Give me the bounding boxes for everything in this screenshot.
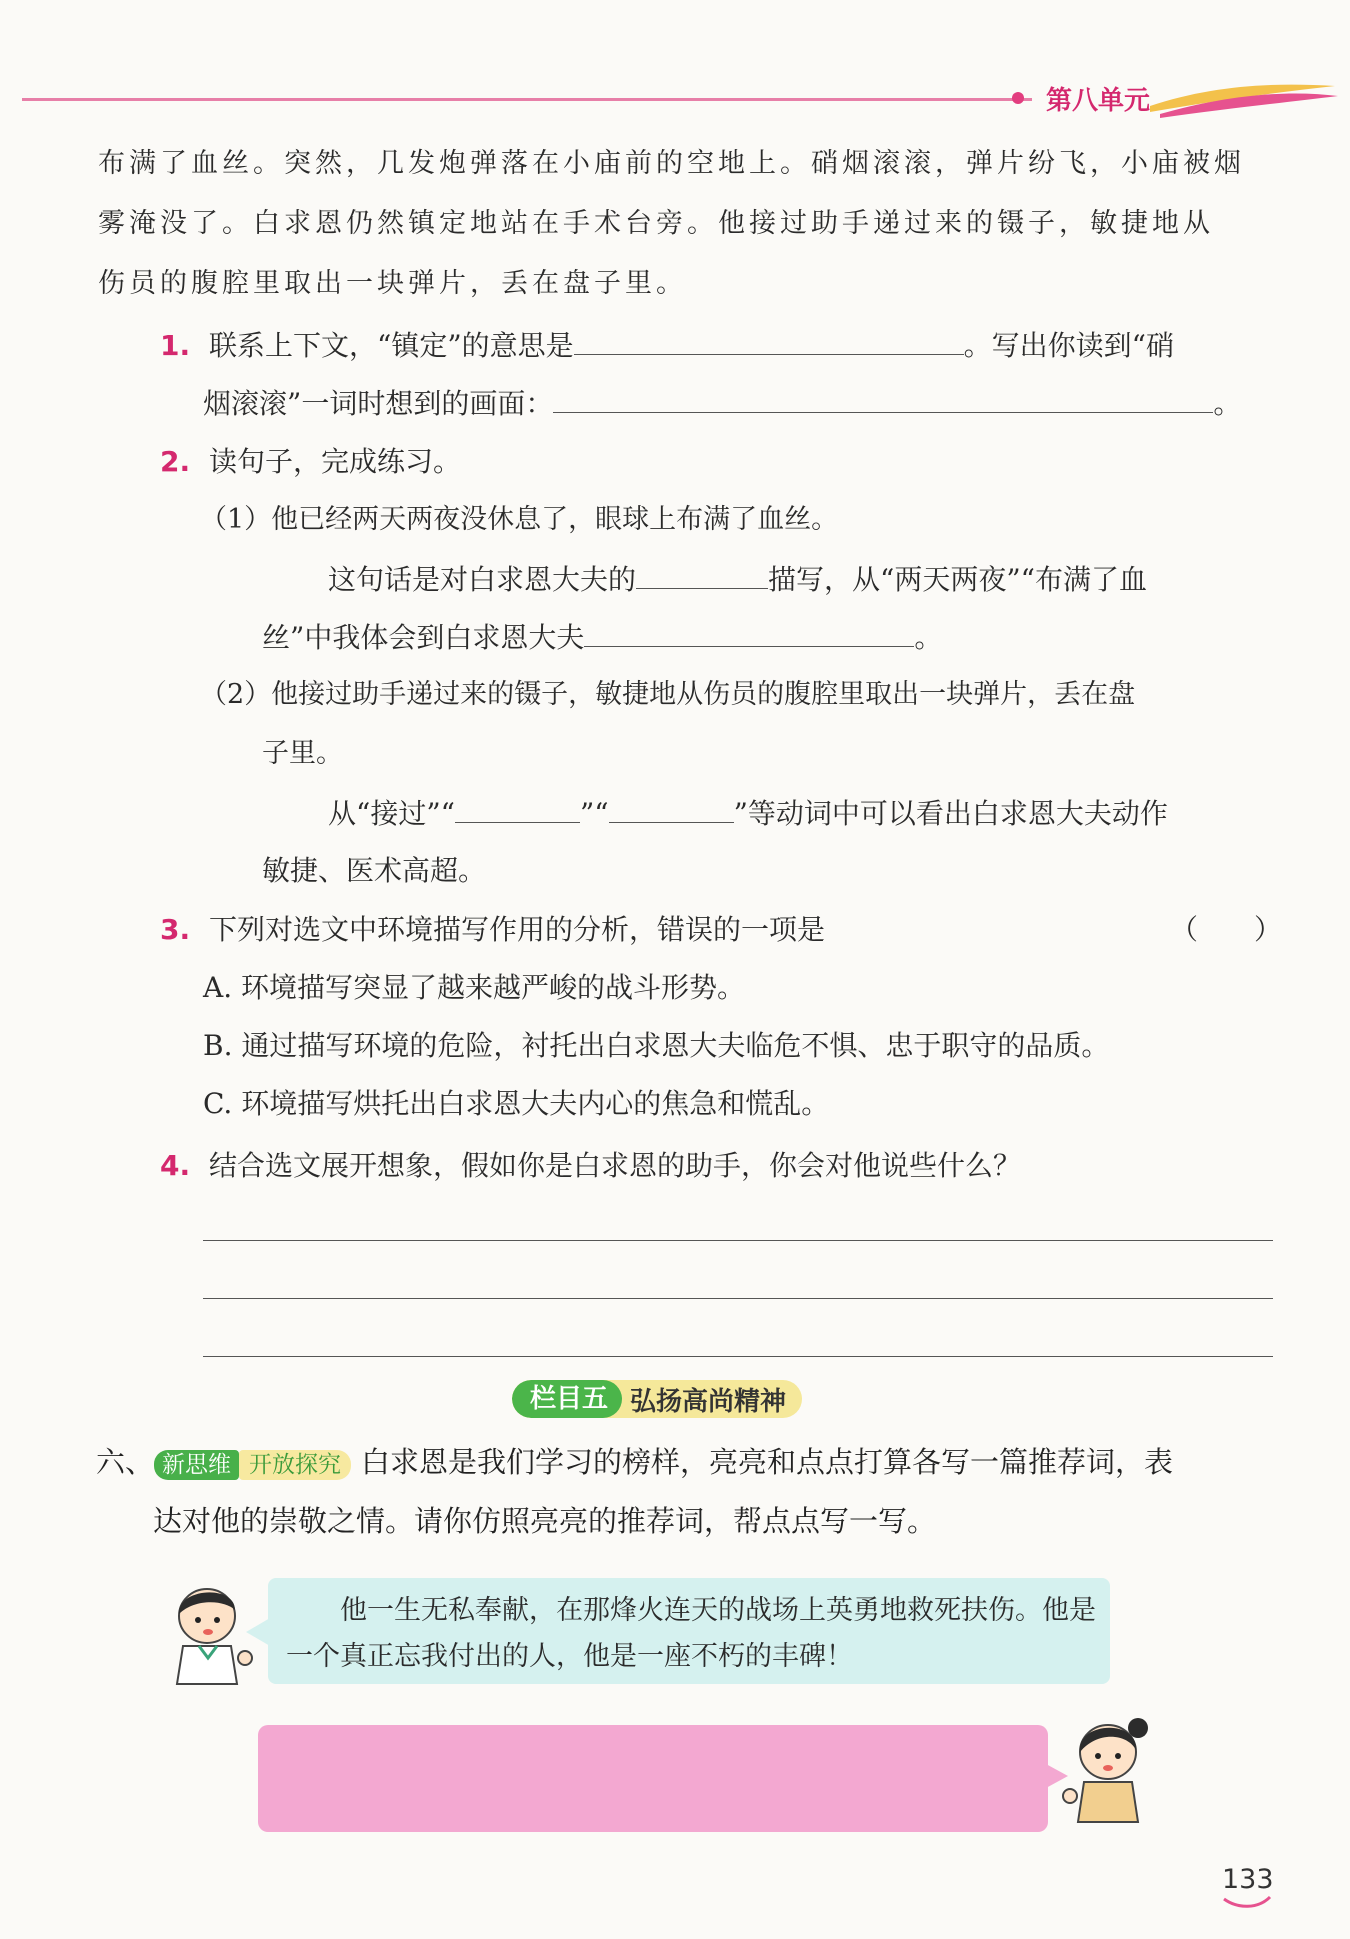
sentence-1-task-cont (262, 616, 942, 658)
answer-blank[interactable] (553, 382, 1213, 413)
question-text: 烟滚滚”一词时想到的画面： (203, 387, 554, 420)
new-thinking-badge: 新思维 (154, 1450, 239, 1480)
question-text: 。 (1213, 387, 1242, 420)
reading-passage (98, 134, 1273, 314)
open-explore-badge: 开放探究 (239, 1450, 351, 1480)
question-number: 4. (160, 1149, 191, 1182)
section-tag (512, 1380, 802, 1418)
question-text: 下列对选文中环境描写作用的分析，错误的一项是 (209, 913, 826, 946)
question-text: ”“ (579, 797, 609, 830)
sentence-2-task-cont: 敏捷、医术高超。 (262, 854, 487, 887)
question-text: 描写，从“两天两夜”“布满了血 (768, 563, 1147, 596)
sentence-1: （1）他已经两天两夜没休息了，眼球上布满了血丝。 (200, 504, 839, 535)
page-swoosh-icon (1222, 1895, 1272, 1909)
option-b[interactable]: B. 通过描写环境的危险，衬托出白求恩大夫临危不惧、忠于职守的品质。 (203, 1029, 1110, 1062)
option-c[interactable]: C. 环境描写烘托出白求恩大夫内心的焦急和慌乱。 (203, 1087, 830, 1120)
answer-bracket[interactable]: （ ） (1170, 913, 1283, 946)
question-text: 结合选文展开想象，假如你是白求恩的助手，你会对他说些什么？ (209, 1149, 1022, 1182)
section-label: 栏目五 (512, 1380, 622, 1418)
girl-avatar (1058, 1712, 1158, 1824)
unit-title: 第八单元 (1046, 86, 1151, 116)
question-number: 1. (160, 329, 191, 362)
answer-blank[interactable] (584, 616, 914, 647)
question-number: 2. (160, 445, 191, 478)
sentence-2: （2）他接过助手递过来的镊子，敏捷地从伤员的腹腔里取出一块弹片，丢在盘 (200, 679, 1136, 710)
answer-blank[interactable] (609, 792, 734, 823)
question-text: 这句话是对白求恩大夫的 (328, 563, 637, 596)
sentence-2-cont: 子里。 (262, 738, 343, 769)
question-text: 丝”中我体会到白求恩大夫 (262, 621, 585, 654)
question-text: 读句子，完成练习。 (209, 445, 462, 478)
writing-line[interactable] (203, 1298, 1273, 1299)
sentence-2-task (328, 792, 1168, 834)
answer-blank[interactable] (455, 792, 580, 823)
sentence-1-task (328, 558, 1147, 600)
question-3 (160, 910, 825, 950)
question-text: ”等动词中可以看出白求恩大夫动作 (733, 797, 1168, 830)
question-number: 3. (160, 913, 191, 946)
answer-blank[interactable] (636, 558, 768, 589)
task-text: 白求恩是我们学习的榜样，亮亮和点点打算各写一篇推荐词，表 (361, 1445, 1174, 1479)
header-ribbon-icon (1150, 78, 1340, 118)
passage-line: 伤员的腹腔里取出一块弹片，丢在盘子里。 (98, 268, 687, 299)
passage-line: 布满了血丝。突然，几发炮弹落在小庙前的空地上。硝烟滚滚，弹片纷飞，小庙被烟 (98, 148, 1245, 179)
question-1 (160, 324, 1174, 366)
question-2 (160, 442, 461, 482)
task-6-cont: 达对他的崇敬之情。请你仿照亮亮的推荐词，帮点点写一写。 (153, 1504, 937, 1538)
question-text: 从“接过”“ (328, 797, 455, 830)
boy-avatar (165, 1580, 255, 1688)
answer-speech-bubble[interactable] (258, 1725, 1048, 1832)
header-dot-icon (1012, 92, 1024, 104)
question-text: 。写出你读到“硝 (963, 329, 1174, 362)
answer-blank[interactable] (574, 324, 964, 355)
question-text: 。 (914, 621, 943, 654)
question-4 (160, 1146, 1021, 1186)
page-number: 133 (1222, 1864, 1274, 1895)
question-text: 联系上下文，“镇定”的意思是 (209, 329, 574, 362)
header-rule (22, 98, 1032, 101)
writing-line[interactable] (203, 1356, 1273, 1357)
speech-tail (246, 1618, 270, 1646)
task-number: 六、 (96, 1445, 155, 1479)
section-title: 弘扬高尚精神 (630, 1386, 787, 1417)
passage-line: 雾淹没了。白求恩仍然镇定地站在手术台旁。他接过助手递过来的镊子，敏捷地从 (98, 208, 1214, 239)
example-recommendation: 他一生无私奉献，在那烽火连天的战场上英勇地救死扶伤。他是一个真正忘我付出的人，他是一座不朽的丰碑！ (286, 1595, 1096, 1672)
task-6 (96, 1433, 1173, 1494)
question-1-cont (203, 382, 1241, 424)
writing-line[interactable] (203, 1240, 1273, 1241)
option-a[interactable]: A. 环境描写突显了越来越严峻的战斗形势。 (203, 971, 746, 1004)
